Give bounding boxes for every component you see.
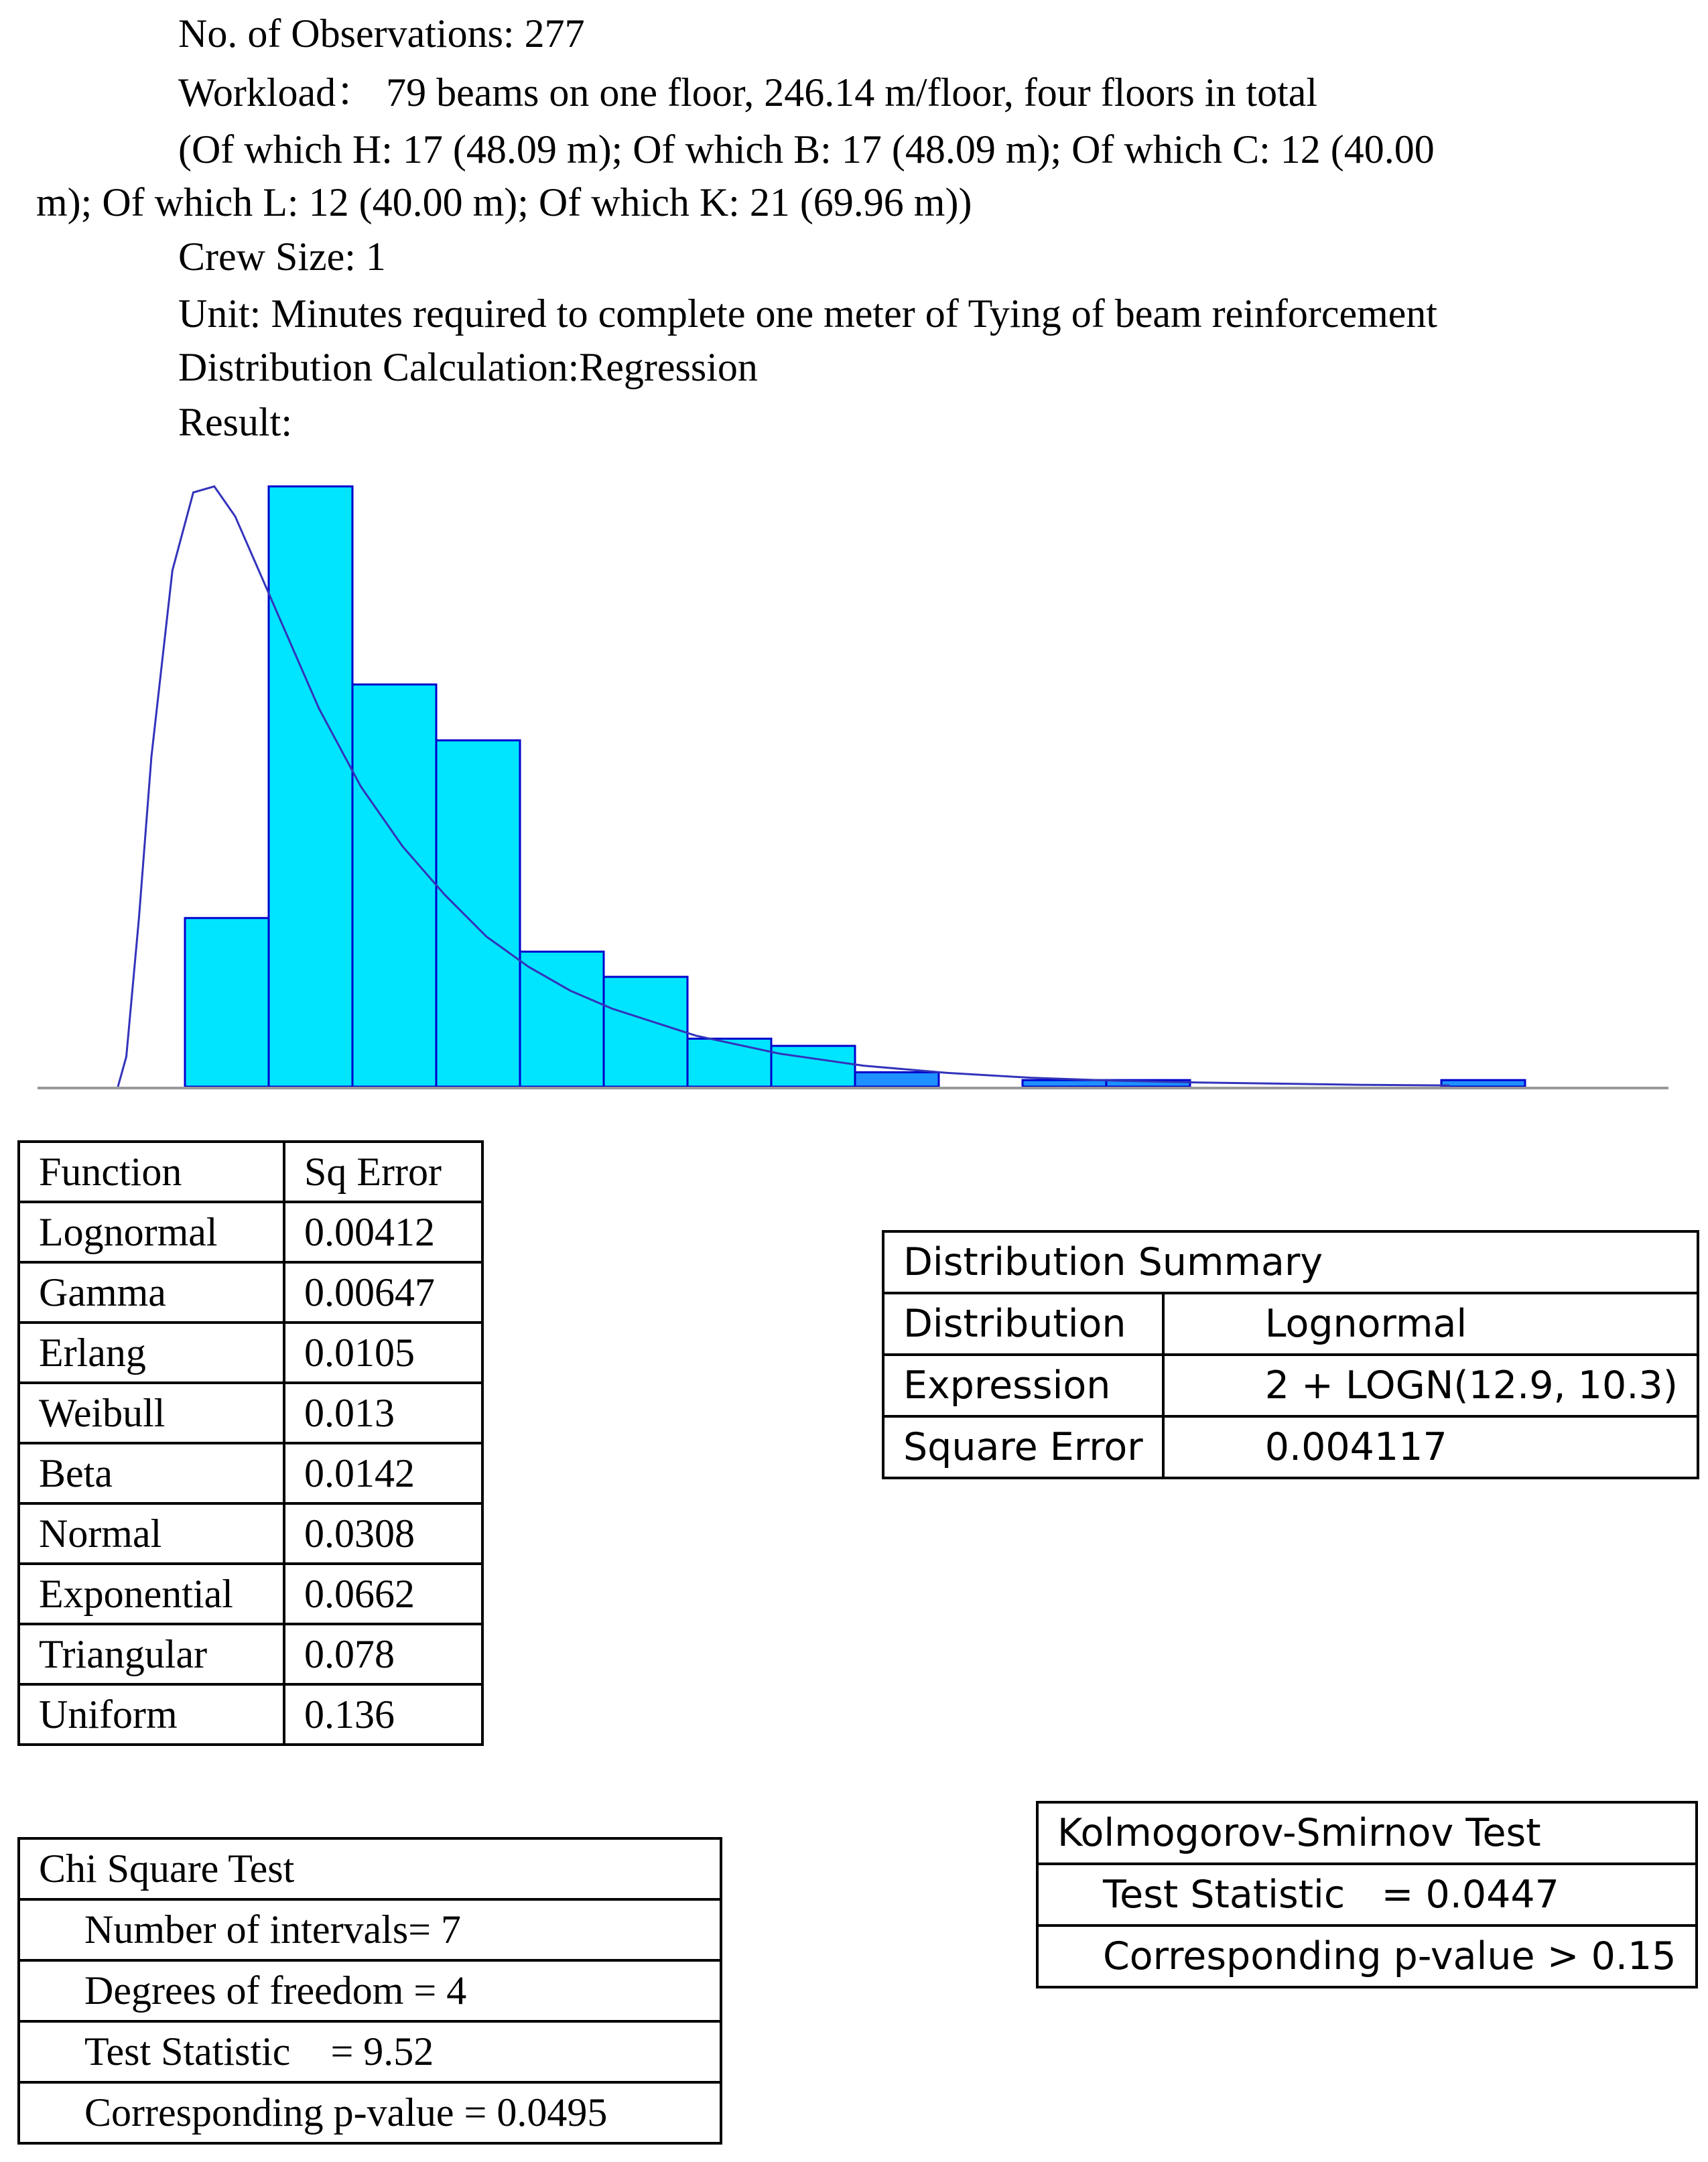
result-line: Result:: [178, 400, 293, 444]
histogram-bar: [185, 918, 269, 1087]
function-name: Gamma: [19, 1262, 284, 1323]
table-row: [19, 1323, 482, 1383]
function-name: Lognormal: [19, 1202, 284, 1262]
table-row: [19, 2021, 721, 2082]
distribution-summary-table: [882, 1230, 1699, 1479]
chi-square-title: Chi Square Test: [19, 1838, 721, 1899]
table-row: [1037, 1925, 1697, 1987]
sq-error-value: 0.0142: [284, 1443, 482, 1503]
table-row: [1037, 1864, 1697, 1925]
histogram-chart: [27, 462, 1675, 1105]
observations-line: No. of Observations: 277: [178, 11, 585, 56]
function-name: Triangular: [19, 1624, 284, 1684]
histogram-bar: [855, 1072, 939, 1087]
table-row: [19, 1899, 721, 1960]
function-sq-error-table: [17, 1140, 484, 1746]
distribution-summary-title: Distribution Summary: [883, 1231, 1698, 1293]
histogram-bar: [352, 685, 436, 1087]
summary-value: 2 + LOGN(12.9, 10.3): [1163, 1355, 1698, 1416]
sq-error-value: 0.00412: [284, 1202, 482, 1262]
summary-value: 0.004117: [1163, 1416, 1698, 1478]
sq-error-value: 0.0308: [284, 1503, 482, 1564]
sq-error-value: 0.078: [284, 1624, 482, 1684]
chi-square-degrees-of-freedom: Degrees of freedom = 4: [19, 1960, 721, 2021]
chi-square-p-value: Corresponding p-value = 0.0495: [19, 2082, 721, 2143]
table-header-sq-error: Sq Error: [284, 1142, 482, 1202]
function-name: Erlang: [19, 1323, 284, 1383]
sq-error-value: 0.0662: [284, 1564, 482, 1624]
workload-line: Workload： 79 beams on one floor, 246.14 m/floor, four floors in total: [178, 70, 1318, 115]
distribution-calc-line: Distribution Calculation:Regression: [178, 345, 758, 389]
function-name: Uniform: [19, 1684, 284, 1745]
crew-size-line: Crew Size: 1: [178, 234, 386, 279]
table-row: [19, 2082, 721, 2143]
summary-key: Expression: [883, 1355, 1163, 1416]
function-name: Beta: [19, 1443, 284, 1503]
function-name: Weibull: [19, 1383, 284, 1443]
sq-error-value: 0.00647: [284, 1262, 482, 1323]
function-name: Normal: [19, 1503, 284, 1564]
table-row: [19, 1383, 482, 1443]
chi-square-test-statistic: Test Statistic = 9.52: [19, 2021, 721, 2082]
histogram-bar: [1023, 1080, 1106, 1087]
chi-square-test-table: [17, 1837, 722, 2145]
table-row: [883, 1355, 1698, 1416]
unit-line: Unit: Minutes required to complete one meter of Tying of beam reinforcement: [178, 291, 1438, 336]
table-row: [19, 1202, 482, 1262]
summary-key: Square Error: [883, 1416, 1163, 1478]
histogram-bar: [520, 951, 604, 1087]
table-row: [883, 1293, 1698, 1355]
sq-error-value: 0.0105: [284, 1323, 482, 1383]
table-row: [19, 1564, 482, 1624]
table-row: [19, 1684, 482, 1745]
histogram-bar: [436, 740, 520, 1087]
sq-error-value: 0.136: [284, 1684, 482, 1745]
chi-square-intervals: Number of intervals= 7: [19, 1899, 721, 1960]
table-header-function: Function: [19, 1142, 284, 1202]
table-row: [19, 1443, 482, 1503]
table-header-row: [19, 1142, 482, 1202]
distribution-summary-title-row: [883, 1231, 1698, 1293]
ks-title-row: [1037, 1802, 1697, 1864]
sq-error-value: 0.013: [284, 1383, 482, 1443]
table-row: [19, 1262, 482, 1323]
histogram-bar: [604, 977, 687, 1087]
histogram-bars: [185, 486, 1525, 1087]
histogram-bar: [269, 486, 352, 1087]
breakdown-line-2: m); Of which L: 12 (40.00 m); Of which K: 21 (69.96 m)): [36, 180, 972, 224]
function-name: Exponential: [19, 1564, 284, 1624]
table-row: [19, 1960, 721, 2021]
chi-square-title-row: [19, 1838, 721, 1899]
summary-key: Distribution: [883, 1293, 1163, 1355]
summary-value: Lognormal: [1163, 1293, 1698, 1355]
ks-title: Kolmogorov-Smirnov Test: [1037, 1802, 1697, 1864]
table-row: [19, 1624, 482, 1684]
breakdown-line-1: (Of which H: 17 (48.09 m); Of which B: 17 (48.09 m); Of which C: 12 (40.00: [178, 127, 1435, 172]
histogram-bar: [1441, 1080, 1525, 1087]
table-row: [19, 1503, 482, 1564]
ks-test-table: [1036, 1801, 1698, 1988]
ks-p-value: Corresponding p-value > 0.15: [1037, 1925, 1697, 1987]
table-row: [883, 1416, 1698, 1478]
histogram-bar: [687, 1038, 771, 1087]
ks-test-statistic: Test Statistic = 0.0447: [1037, 1864, 1697, 1925]
histogram-bar: [771, 1046, 855, 1087]
